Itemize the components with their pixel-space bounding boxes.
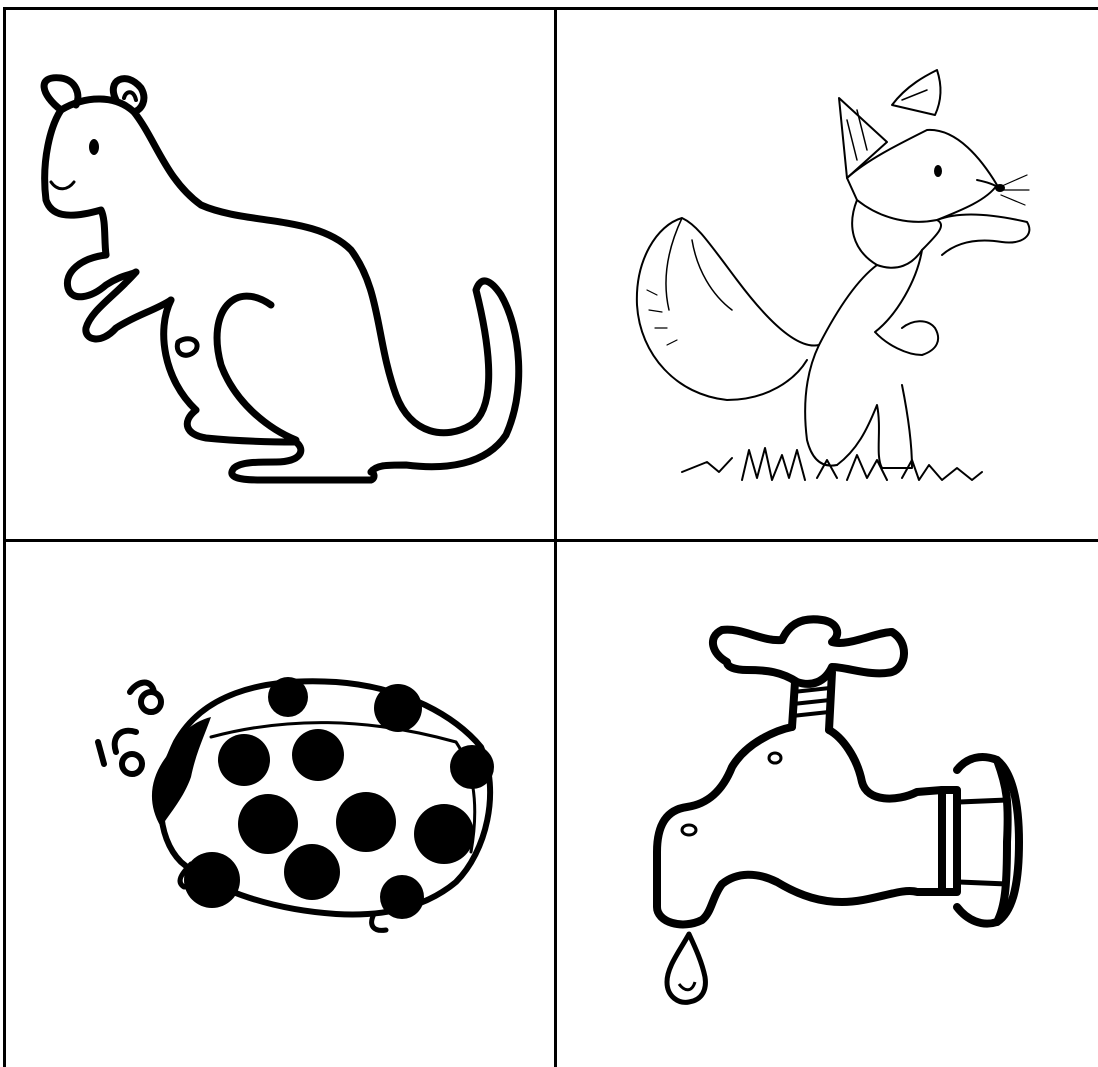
kangaroo-icon bbox=[6, 10, 554, 539]
fox-icon bbox=[557, 10, 1098, 539]
grid-cell-water-tap bbox=[557, 542, 1098, 1067]
grid-cell-ladybug bbox=[6, 542, 554, 1067]
grid-cell-fox bbox=[557, 10, 1098, 539]
grid-cell-kangaroo bbox=[6, 10, 554, 539]
ladybug-icon bbox=[6, 542, 554, 1067]
water-tap-icon bbox=[557, 542, 1098, 1067]
